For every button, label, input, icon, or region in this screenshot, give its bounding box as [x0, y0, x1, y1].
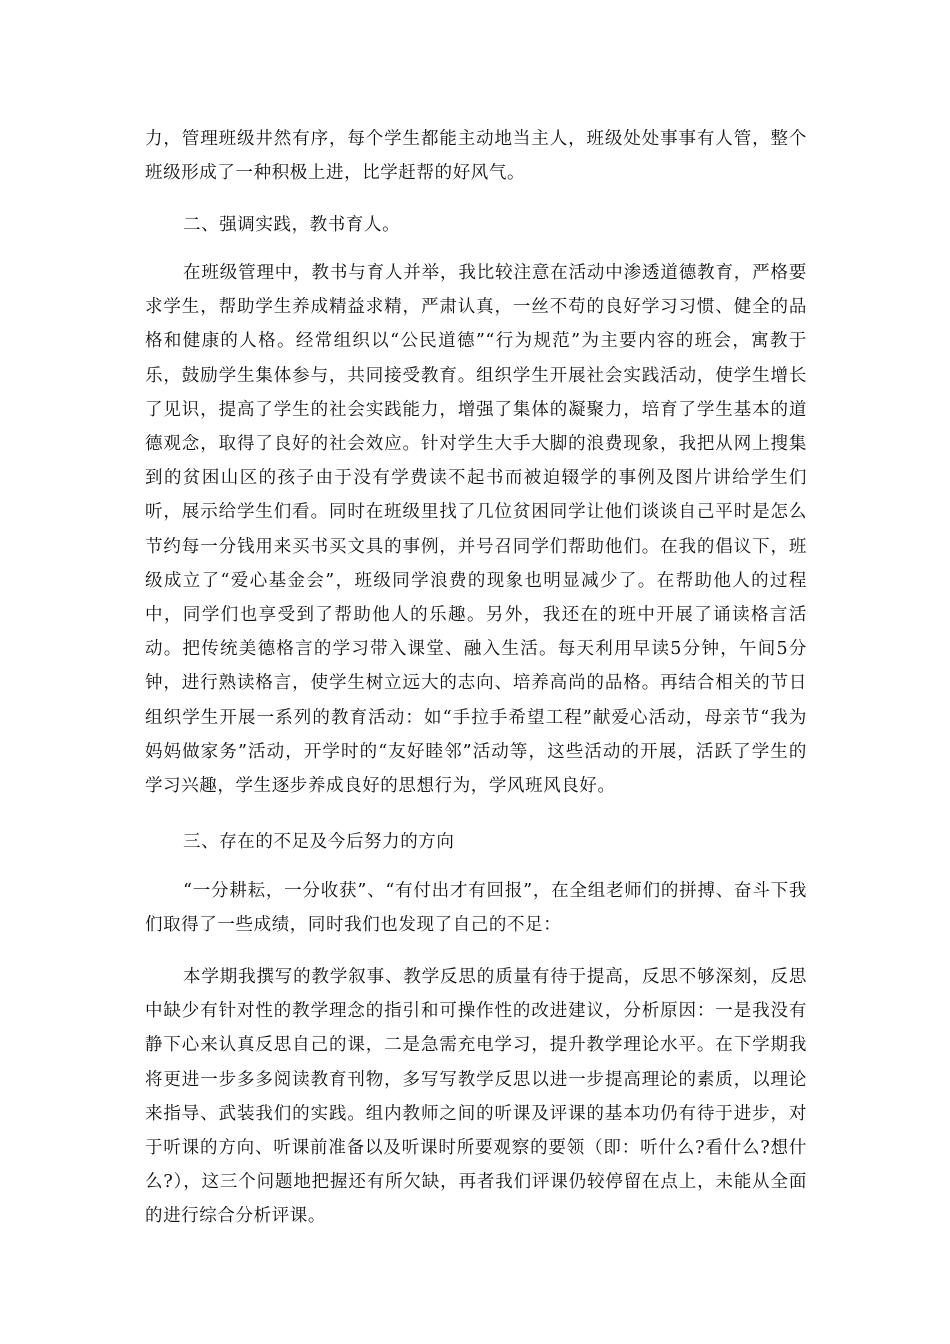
- paragraph-class-management: 在班级管理中，教书与育人并举，我比较注意在活动中渗透道德教育，严格要求学生，帮助学生养成精益求精，严肃认真，一丝不苟的良好学习习惯、健全的品格和健康的人格。经常组织以“公民道德”“行为规范”为主要内容的班会，寓教于乐，鼓励学生集体参与，共同接受教育。组织学生开展社会实践活动，使学生增长了见识，提高了学生的社会实践能力，增强了集体的凝聚力，培育了学生基本的道德观念，取得了良好的社会效应。针对学生大手大脚的浪费现象，我把从网上搜集到的贫困山区的孩子由于没有学费读不起书而被迫辍学的事例及图片讲给学生们听，展示给学生们看。同时在班级里找了几位贫困同学让他们谈谈自己平时是怎么节约每一分钱用来买书买文具的事例，并号召同学们帮助他们。在我的倡议下，班级成立了“爱心基金会”，班级同学浪费的现象也明显减少了。在帮助他人的过程中，同学们也享受到了帮助他人的乐趣。另外，我还在的班中开展了诵读格言活动。把传统美德格言的学习带入课堂、融入生活。每天利用早读5分钟，午间5分钟，进行熟读格言，使学生树立远大的志向、培养高尚的品格。再结合相关的节日组织学生开展一系列的教育活动：如“手拉手希望工程”献爱心活动，母亲节“我为妈妈做家务”活动，开学时的“友好睦邻”活动等，这些活动的开展，活跃了学生的学习兴趣，学生逐步养成良好的思想行为，学风班风良好。: [145, 263, 807, 797]
- paragraph-achievements: “一分耕耘，一分收获”、“有付出才有回报”，在全组老师们的拼搏、奋斗下我们取得了一些成绩，同时我们也发现了自己的不足：: [145, 881, 807, 936]
- section-heading-shortcomings: 三、存在的不足及今后努力的方向: [183, 832, 455, 852]
- paragraph-continuation: 力，管理班级井然有序，每个学生都能主动地当主人，班级处处事事有人管，整个班级形成了一种积极上进，比学赶帮的好风气。: [145, 129, 807, 184]
- section-heading-practice: 二、强调实践，教书育人。: [183, 215, 401, 235]
- paragraph-reflection: 本学期我撰写的教学叙事、教学反思的质量有待于提高，反思不够深刻，反思中缺少有针对性的教学理念的指引和可操作性的改进建议，分析原因：一是我没有静下心来认真反思自己的课，二是急需充电学习，提升教学理论水平。在下学期我将更进一步多多阅读教育刊物，多写写教学反思以进一步提高理论的素质，以理论来指导、武装我们的实践。组内教师之间的听课及评课的基本功仍有待于进步，对于听课的方向、听课前准备以及听课时所要观察的要领（即：听什么?看什么?想什么?），这三个问题地把握还有所欠缺，再者我们评课仍较停留在点上，未能从全面的进行综合分析评课。: [145, 967, 807, 1227]
